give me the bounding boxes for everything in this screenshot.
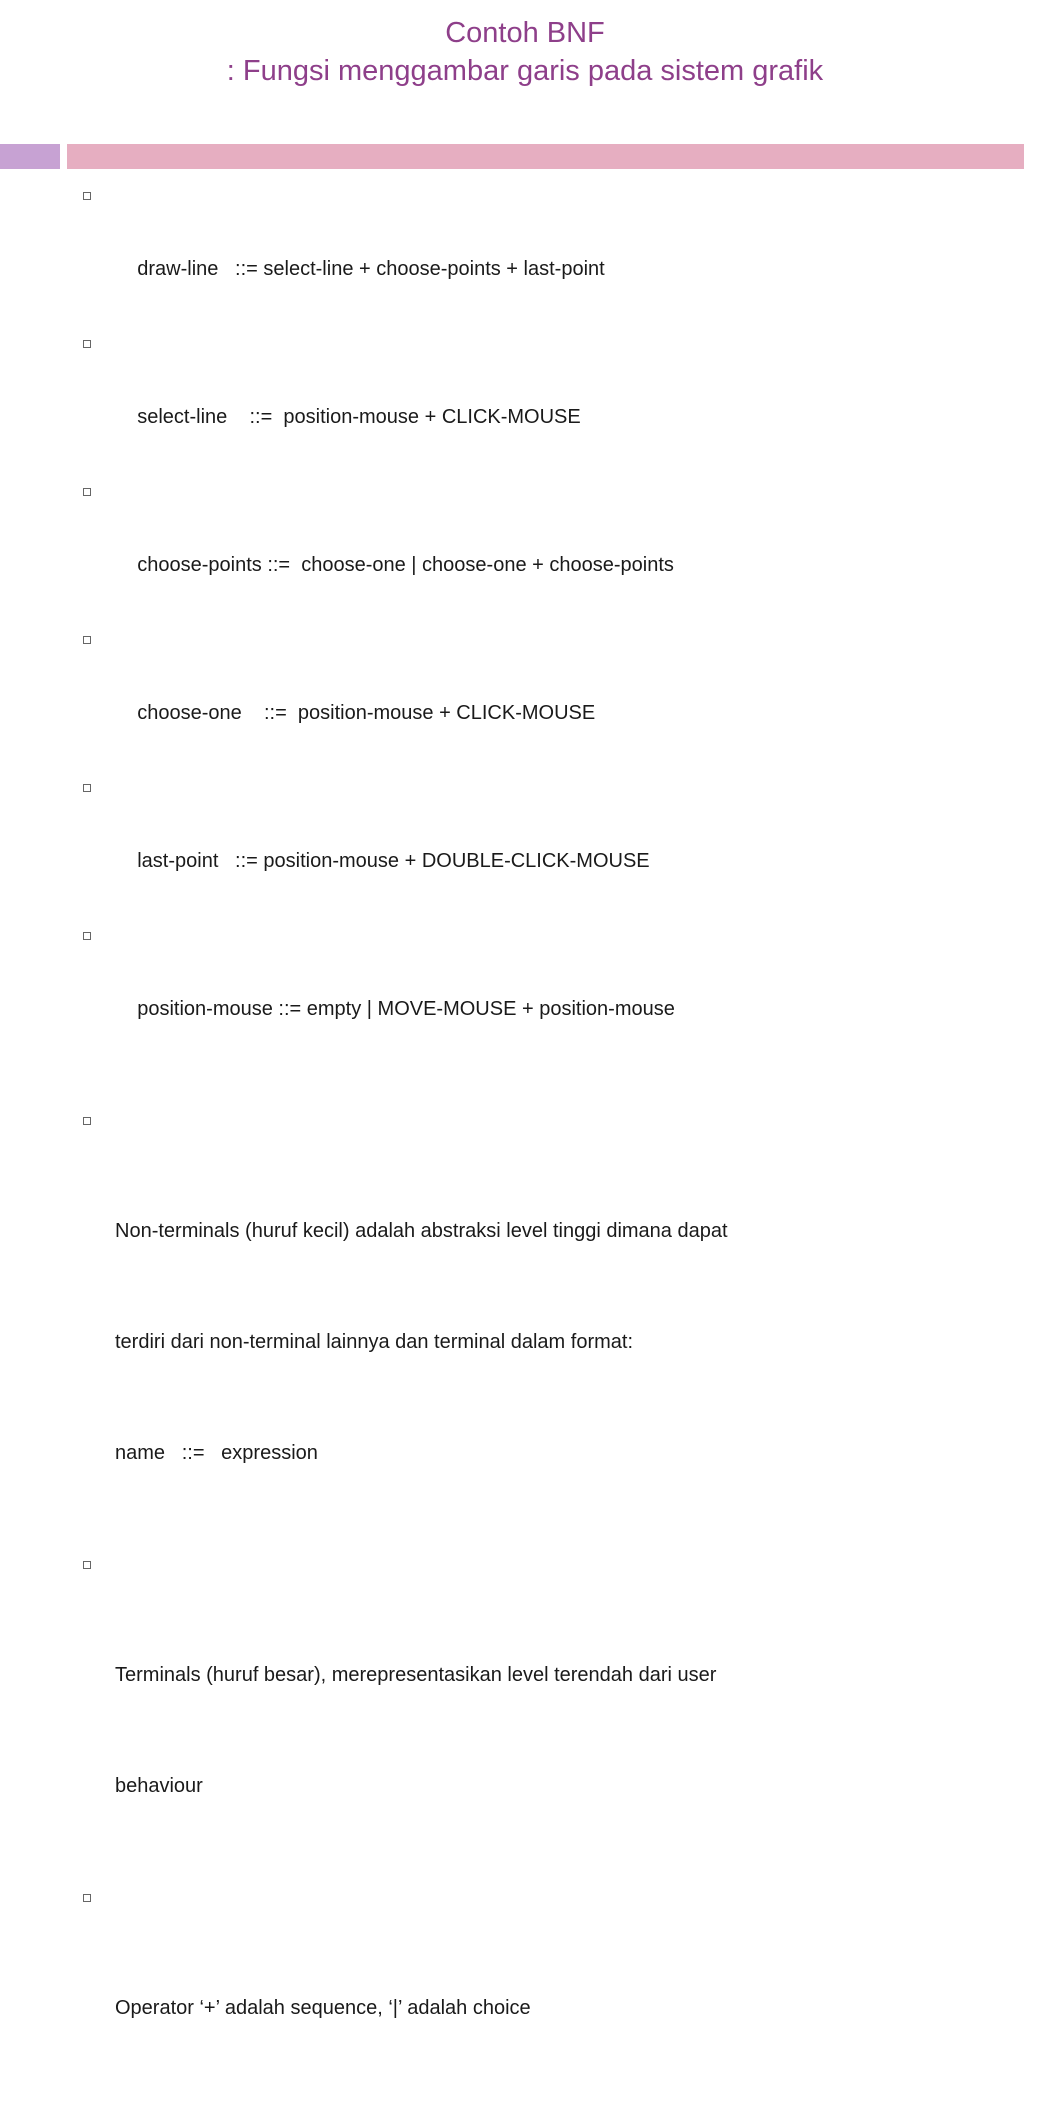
bullet-item-last-point: [80, 769, 980, 917]
bullet-text: draw-line ::= select-line + choose-points + last-point: [137, 258, 605, 280]
bullet-text: choose-one ::= position-mouse + CLICK-MOUSE: [137, 702, 596, 724]
square-bullet-icon: [83, 932, 91, 940]
square-bullet-icon: [83, 340, 91, 348]
accent-bar-left: [0, 144, 60, 169]
bullet-item-select-line: [80, 325, 980, 473]
square-bullet-icon: [83, 636, 91, 644]
bullet-text-line: behaviour: [115, 1775, 203, 1797]
bullet-item-position-mouse: [80, 917, 980, 1065]
bullet-item-draw-line: [80, 177, 980, 325]
bullet-text-line: name ::= expression: [115, 1442, 318, 1464]
bullet-text: last-point ::= position-mouse + DOUBLE-CLICK-MOUSE: [137, 850, 650, 872]
bullet-text-line: Operator ‘+’ adalah sequence, ‘|’ adalah choice: [115, 1997, 531, 2019]
bullet-text-line: Terminals (huruf besar), merepresentasikan level terendah dari user: [115, 1664, 717, 1686]
bullet-text: position-mouse ::= empty | MOVE-MOUSE + position-mouse: [137, 998, 675, 1020]
slide-title: [0, 14, 1050, 90]
bullet-text-line: terdiri dari non-terminal lainnya dan terminal dalam format:: [115, 1331, 634, 1353]
square-bullet-icon: [83, 784, 91, 792]
square-bullet-icon: [83, 1561, 91, 1569]
square-bullet-icon: [83, 1117, 91, 1125]
square-bullet-icon: [83, 192, 91, 200]
slide-content: [80, 177, 980, 2101]
bullet-text-line: Non-terminals (huruf kecil) adalah abstraksi level tinggi dimana dapat: [115, 1220, 728, 1242]
bullet-item-nonterminals: [80, 1102, 980, 1546]
bullet-item-choose-one: [80, 621, 980, 769]
bullet-item-operator: [80, 1879, 980, 2101]
bullet-text: select-line ::= position-mouse + CLICK-MOUSE: [137, 406, 581, 428]
accent-bar-right: [67, 144, 1024, 169]
bullet-item-choose-points: [80, 473, 980, 621]
title-line-2: : Fungsi menggambar garis pada sistem grafik: [226, 55, 824, 87]
bullet-text: choose-points ::= choose-one | choose-one + choose-points: [137, 554, 674, 576]
spacer: [80, 1065, 980, 1102]
square-bullet-icon: [83, 1894, 91, 1902]
bullet-item-terminals: [80, 1546, 980, 1879]
title-line-1: Contoh BNF: [445, 17, 605, 49]
square-bullet-icon: [83, 488, 91, 496]
